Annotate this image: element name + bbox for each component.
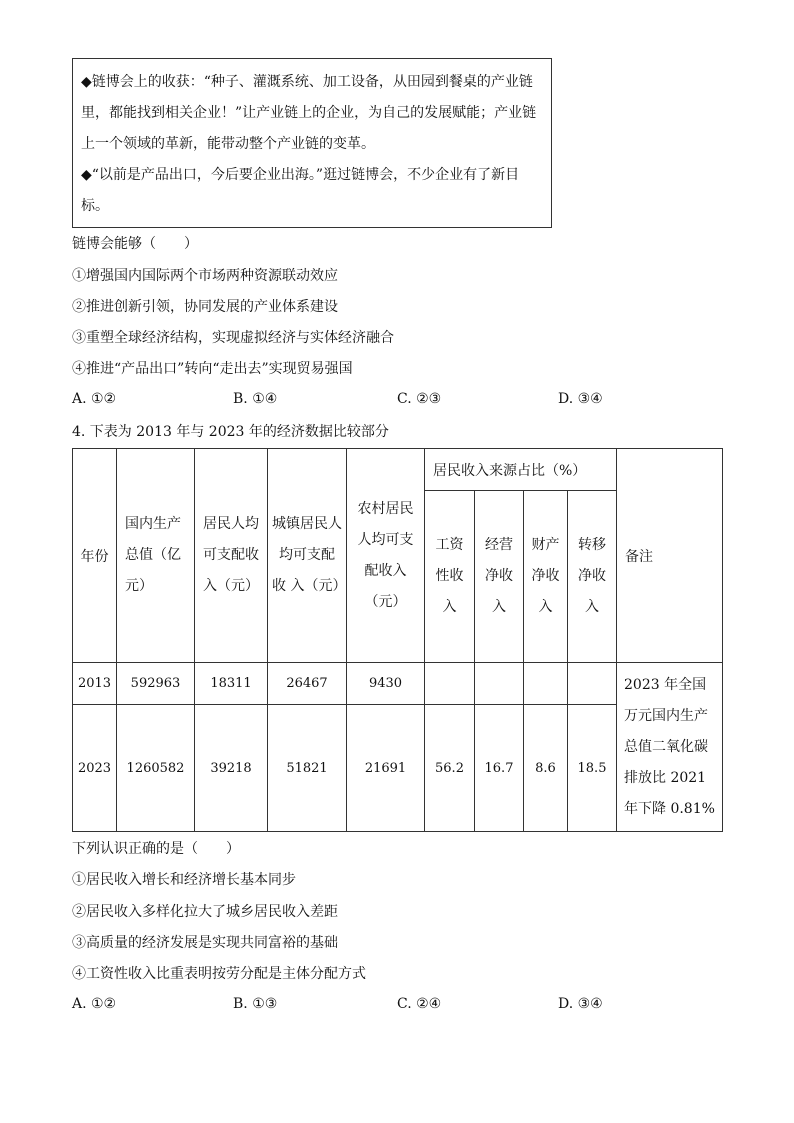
q3-item-4: ④推进“产品出口”转向“走出去”实现贸易强国 — [72, 361, 353, 377]
q4-item-3: ③高质量的经济发展是实现共同富裕的基础 — [72, 935, 338, 951]
cell-year: 2013 — [73, 663, 117, 705]
material-box — [72, 58, 552, 228]
cell-urban-income: 26467 — [268, 663, 347, 705]
cell-business: 16.7 — [475, 705, 524, 832]
cell-wage: 56.2 — [425, 705, 475, 832]
q4-stem: 4. 下表为 2013 年与 2023 年的经济数据比较部分 — [72, 424, 389, 440]
economic-data-table — [72, 448, 723, 832]
header-rural-income: 农村居民人均可支配收入（元） — [347, 449, 425, 663]
header-income-source: 居民收入来源占比（%） — [425, 449, 617, 491]
header-year: 年份 — [73, 449, 117, 663]
q3-option-d[interactable]: D. ③④ — [558, 391, 603, 407]
cell-property: 8.6 — [524, 705, 568, 832]
cell-transfer: 18.5 — [568, 705, 617, 832]
cell-rural-income: 21691 — [347, 705, 425, 832]
header-business-income: 经营净收入 — [475, 491, 524, 663]
header-note: 备注 — [617, 449, 723, 663]
q4-option-b[interactable]: B. ①③ — [233, 996, 278, 1012]
q4-option-a[interactable]: A. ①② — [72, 996, 117, 1012]
cell-business — [475, 663, 524, 705]
header-wage-income: 工资性收入 — [425, 491, 475, 663]
q3-option-b[interactable]: B. ①④ — [233, 391, 278, 407]
q4-item-4: ④工资性收入比重表明按劳分配是主体分配方式 — [72, 966, 366, 982]
header-urban-income: 城镇居民人均可支配 收 入（元） — [268, 449, 347, 663]
cell-rural-income: 9430 — [347, 663, 425, 705]
cell-property — [524, 663, 568, 705]
cell-disposable-income: 18311 — [195, 663, 268, 705]
header-disposable-income: 居民人均可支配收入（元） — [195, 449, 268, 663]
cell-gdp: 592963 — [117, 663, 195, 705]
q4-item-1: ①居民收入增长和经济增长基本同步 — [72, 872, 296, 888]
material-paragraph-1: ◆链博会上的收获：“种子、灌溉系统、加工设备，从田园到餐桌的产业链里，都能找到相关企业！”让产业链上的企业，为自己的发展赋能；产业链上一个领域的革新，能带动整个产业链的变革。 — [81, 74, 537, 152]
cell-disposable-income: 39218 — [195, 705, 268, 832]
cell-note: 2023 年全国万元国内生产总值二氧化碳排放比 2021 年下降 0.81% — [617, 663, 723, 832]
q4-item-2: ②居民收入多样化拉大了城乡居民收入差距 — [72, 904, 338, 920]
q4-option-c[interactable]: C. ②④ — [397, 996, 442, 1012]
q4-option-d[interactable]: D. ③④ — [558, 996, 603, 1012]
cell-year: 2023 — [73, 705, 117, 832]
q3-item-3: ③重塑全球经济结构，实现虚拟经济与实体经济融合 — [72, 330, 394, 346]
cell-urban-income: 51821 — [268, 705, 347, 832]
q3-stem: 链博会能够（ ） — [72, 236, 198, 252]
cell-wage — [425, 663, 475, 705]
header-gdp: 国内生产总值（亿元） — [117, 449, 195, 663]
q3-item-1: ①增强国内国际两个市场两种资源联动效应 — [72, 268, 338, 284]
q3-option-a[interactable]: A. ①② — [72, 391, 117, 407]
table-row — [73, 663, 723, 705]
cell-gdp: 1260582 — [117, 705, 195, 832]
q3-option-c[interactable]: C. ②③ — [397, 391, 442, 407]
material-paragraph-2: ◆“以前是产品出口，今后要企业出海。”逛过链博会，不少企业有了新目标。 — [81, 167, 520, 214]
cell-transfer — [568, 663, 617, 705]
q3-item-2: ②推进创新引领，协同发展的产业体系建设 — [72, 299, 338, 315]
header-property-income: 财产净收入 — [524, 491, 568, 663]
q4-prompt: 下列认识正确的是（ ） — [72, 841, 240, 857]
header-transfer-income: 转移净收入 — [568, 491, 617, 663]
